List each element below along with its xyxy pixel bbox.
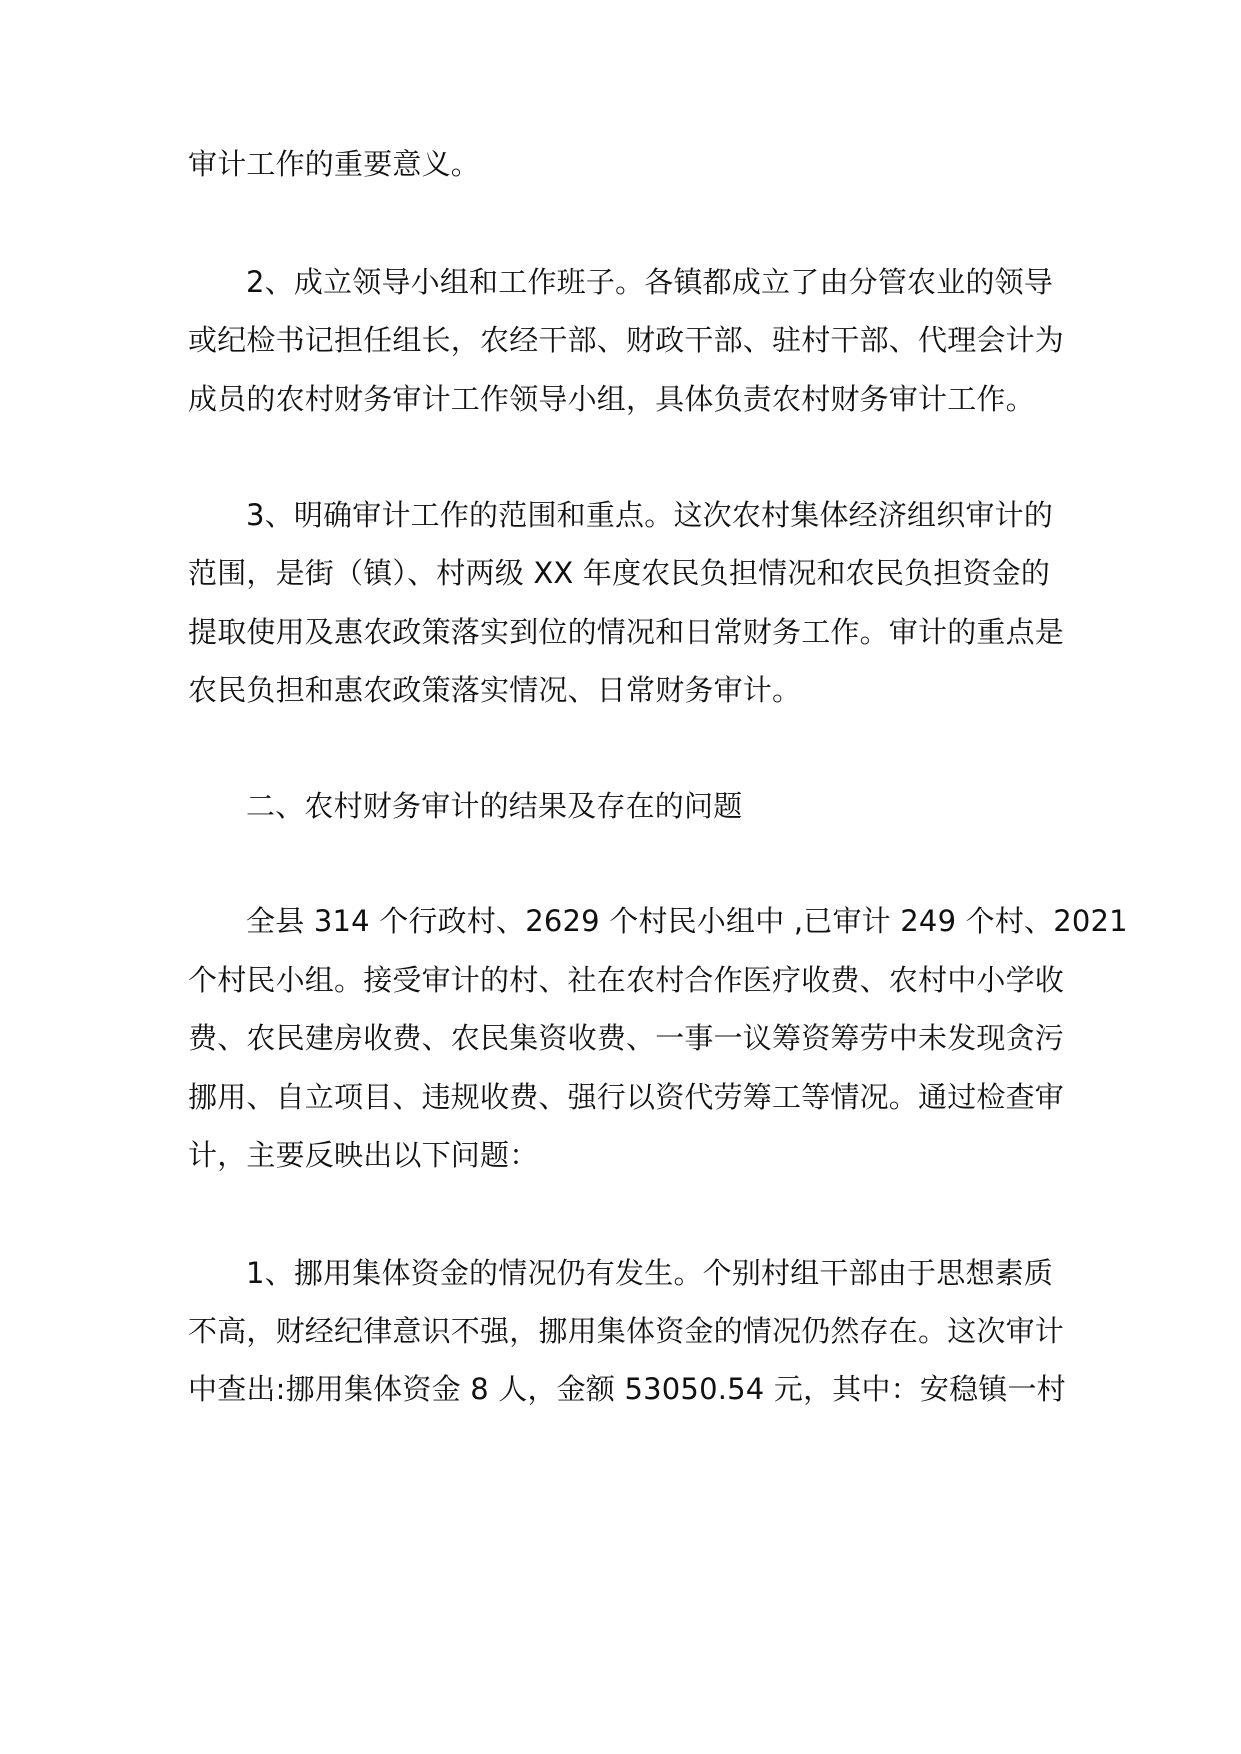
paragraph-line: 个村民小组。接受审计的村、社在农村合作医疗收费、农村中小学收 — [188, 963, 1065, 997]
paragraph-line: 范围，是街（镇）、村两级 XX 年度农民负担情况和农民负担资金的 — [188, 556, 1051, 590]
paragraph-line: 全县 314 个行政村、2629 个村民小组中 ,已审计 249 个村、2021 — [246, 904, 1128, 938]
paragraph-line: 提取使用及惠农政策落实到位的情况和日常财务工作。审计的重点是 — [188, 615, 1065, 649]
paragraph-line: 中查出:挪用集体资金 8 人，金额 53050.54 元，其中：安稳镇一村 — [188, 1372, 1066, 1406]
paragraph-line: 计，主要反映出以下问题： — [188, 1138, 539, 1172]
paragraph-line: 1、挪用集体资金的情况仍有发生。个别村组干部由于思想素质 — [246, 1256, 1054, 1290]
paragraph-line: 不高，财经纪律意识不强，挪用集体资金的情况仍然存在。这次审计 — [188, 1314, 1065, 1348]
paragraph-line: 2、成立领导小组和工作班子。各镇都成立了由分管农业的领导 — [246, 265, 1054, 299]
paragraph-line: 农民负担和惠农政策落实情况、日常财务审计。 — [188, 673, 802, 707]
paragraph-line: 审计工作的重要意义。 — [188, 147, 481, 181]
section-heading: 二、农村财务审计的结果及存在的问题 — [246, 789, 743, 823]
paragraph-line: 成员的农村财务审计工作领导小组，具体负责农村财务审计工作。 — [188, 382, 1035, 416]
paragraph-line: 3、明确审计工作的范围和重点。这次农村集体经济组织审计的 — [246, 498, 1054, 532]
paragraph-line: 挪用、自立项目、违规收费、强行以资代劳筹工等情况。通过检查审 — [188, 1080, 1065, 1114]
paragraph-line: 费、农民建房收费、农民集资收费、一事一议筹资筹劳中未发现贪污 — [188, 1021, 1065, 1055]
paragraph-line: 或纪检书记担任组长，农经干部、财政干部、驻村干部、代理会计为 — [188, 323, 1065, 357]
